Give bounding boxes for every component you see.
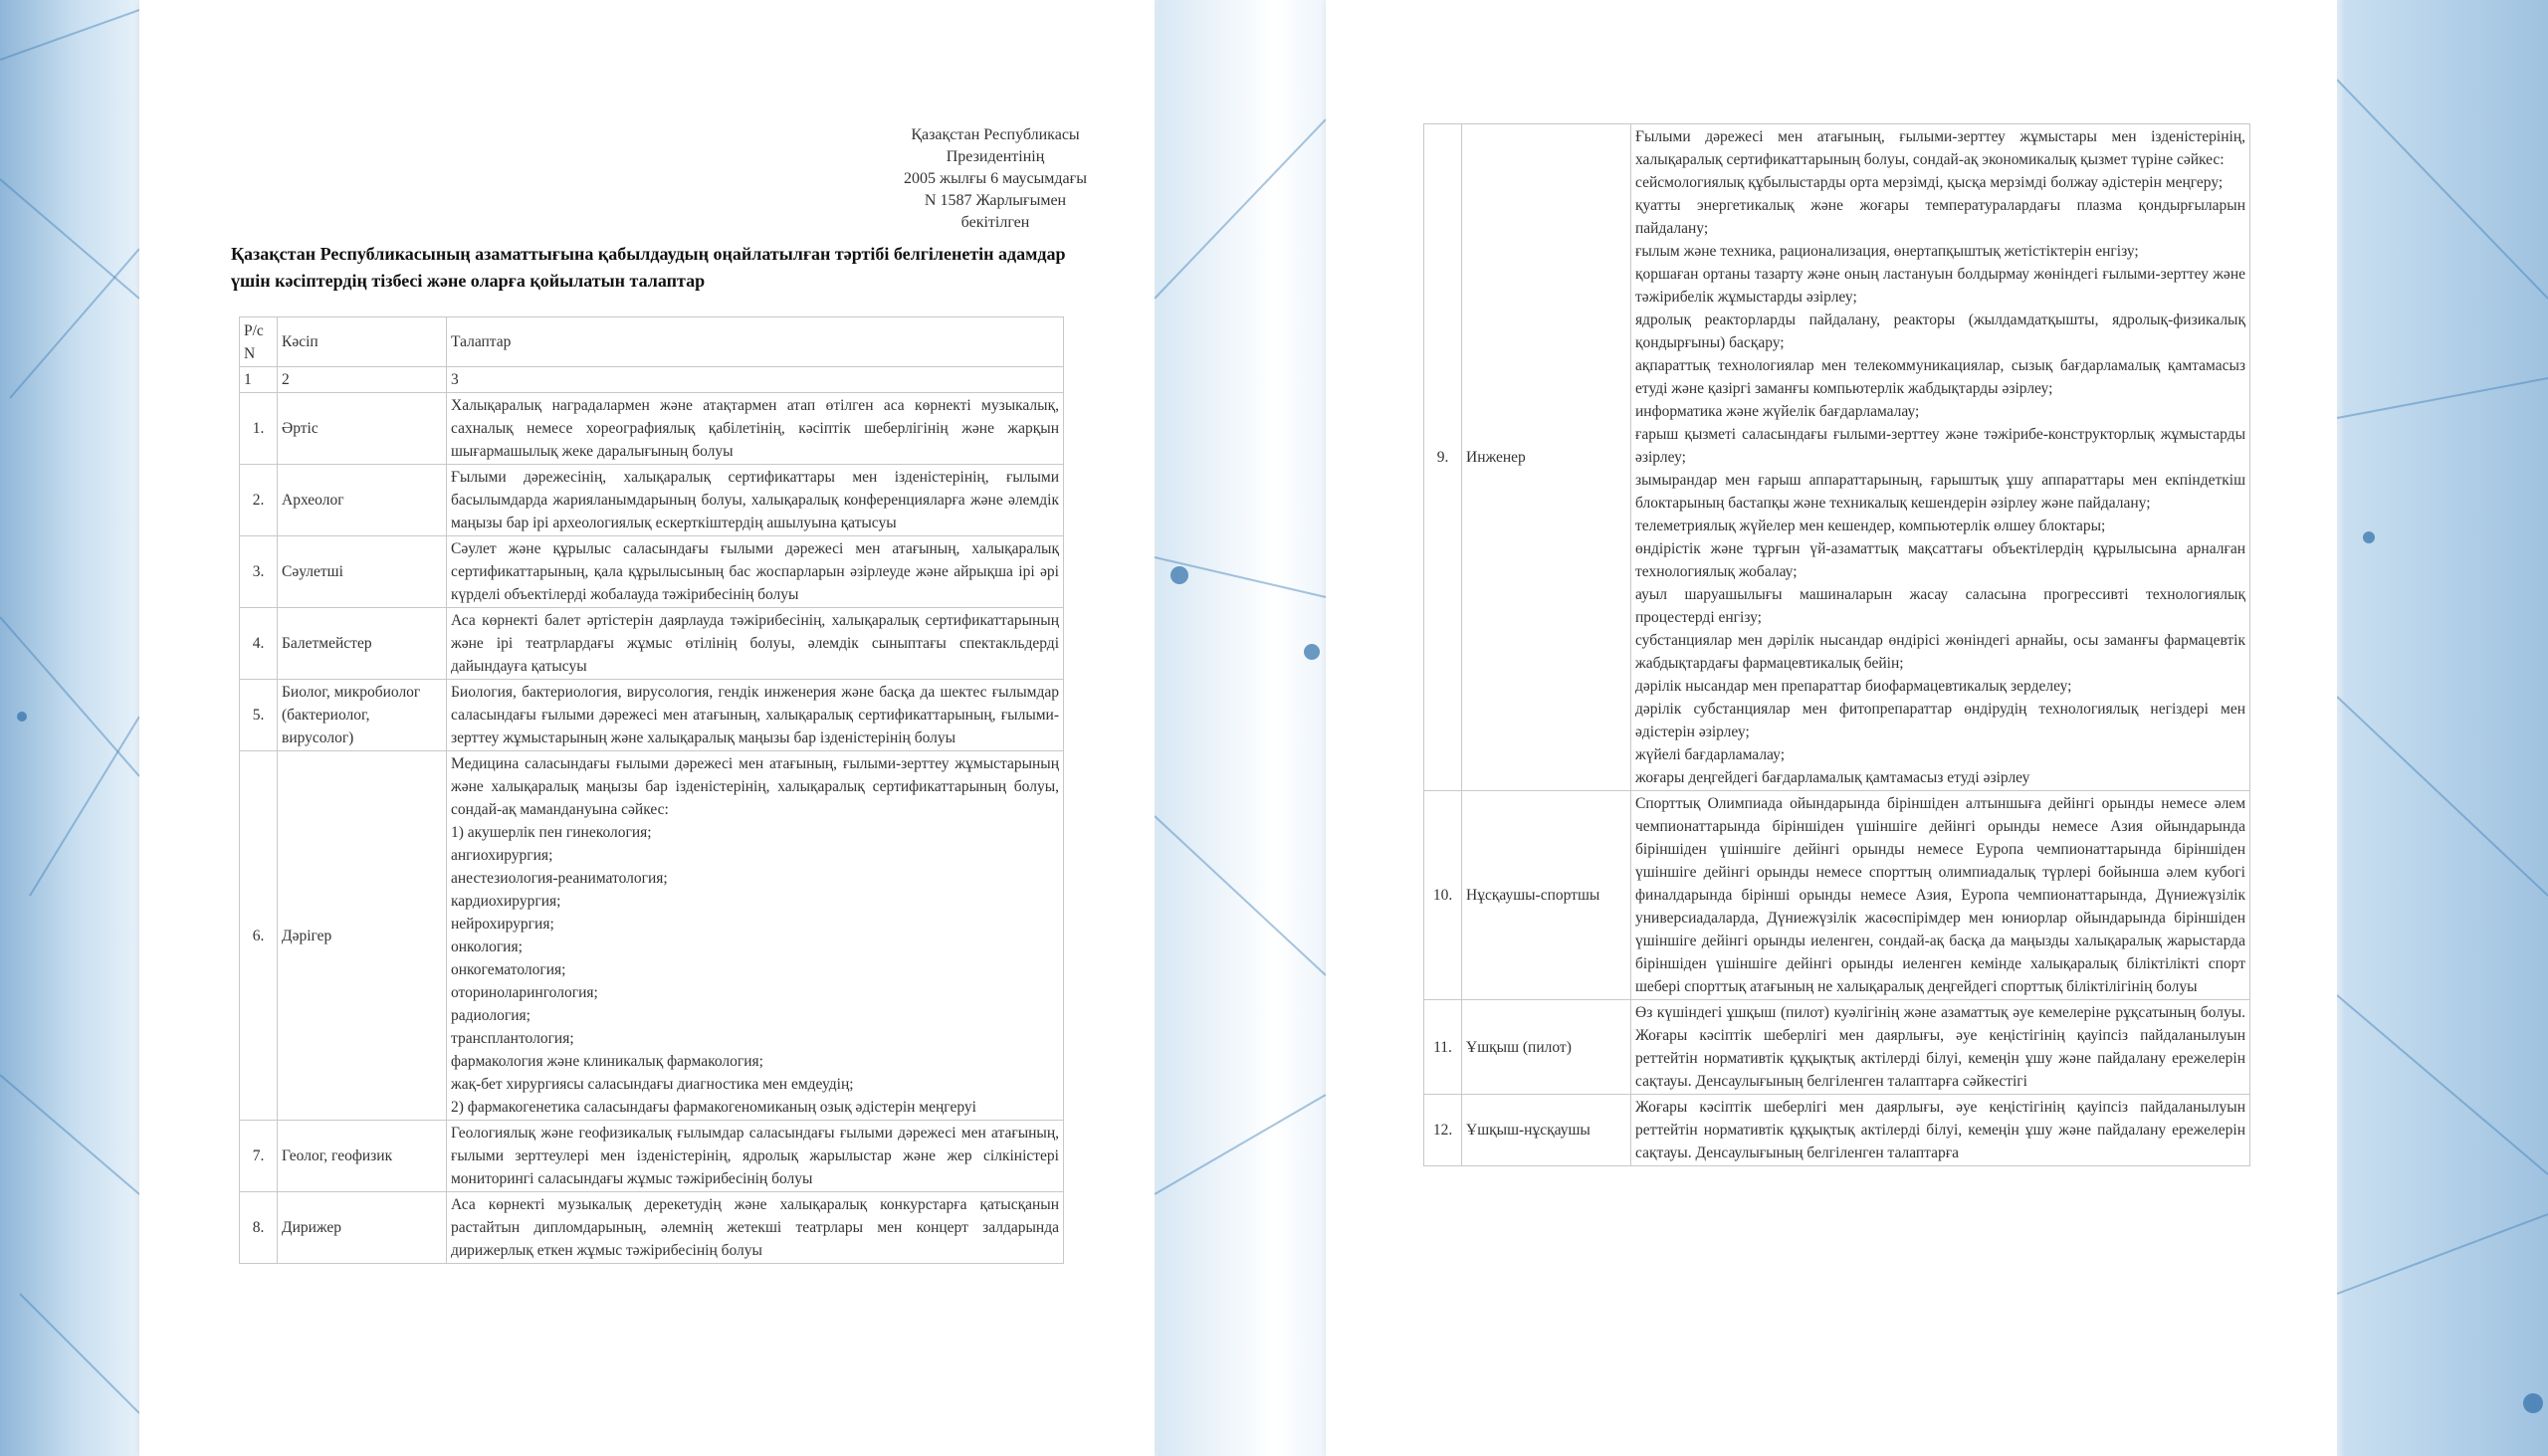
column-number-row <box>240 367 1064 393</box>
requirement-line: нейрохирургия; <box>451 916 554 933</box>
table-row <box>240 393 1064 465</box>
document-title: Қазақстан Республикасының азаматтығына қабылдаудың оңайлатылған тәртібі белгіленетін адамдар үшін кәсіптердің тізбесі және оларға қойылатын талаптар <box>231 244 1066 291</box>
column-header-number: Р/с N <box>240 317 278 367</box>
requirement-line: зымырандар мен ғарыш аппараттарының, ғарыштық ұшу аппараттары мен екпіндеткіш блоктарының бастапқы және техникалық кешендерін әзірлеу және пайдалану; <box>1635 472 2245 512</box>
requirements-cell <box>1631 1000 2250 1095</box>
requirement-line: Жоғары кәсіптік шеберлігі мен даярлығы, әуе кеңістігінің қауіпсіз пайдаланылуын реттейтін нормативтік құқықтық актілерді білуі, кемеңін ұшу және пайдалану ережелерін сақтауы. Денсаулығының белгіленген талаптарға <box>1635 1099 2245 1161</box>
profession-name: Биолог, микробиолог (бактериолог, вирусолог) <box>278 680 447 751</box>
requirements-cell <box>447 680 1064 751</box>
requirement-line: сейсмологиялық құбылыстарды орта мерзімді, қысқа мерзімді болжау әдістерін меңгеру; <box>1635 174 2224 191</box>
profession-name: Нұсқаушы-спортшы <box>1462 791 1631 1000</box>
requirement-line: дәрілік субстанциялар мен фитопрепараттар өндірудің технологиялық негіздері мен әдістерін әзірлеу; <box>1635 701 2245 740</box>
requirement-line: ауыл шаруашылығы машиналарын жасау саласына прогрессивті технологиялық процестерді енгізу; <box>1635 586 2245 626</box>
requirement-line: субстанциялар мен дәрілік нысандар өндірісі жөніндегі арнайы, осы заманғы фармацевтік жабдықтардағы фармацевтикалық бейін; <box>1635 632 2245 672</box>
requirement-line: кардиохирургия; <box>451 893 561 910</box>
row-number: 10. <box>1424 791 1462 1000</box>
requirements-cell <box>447 393 1064 465</box>
requirements-cell <box>1631 791 2250 1000</box>
table-header-row <box>240 317 1064 367</box>
requirement-line: Геологиялық және геофизикалық ғылымдар саласындағы ғылыми дәрежесі мен атағының, ғылыми зерттеулері мен ізденістерінің, ядролық жарылыстар және жер сілкіністері мониторингі саласындағы жұмыс тәжірибесінің болуы <box>451 1125 1059 1187</box>
requirement-line: 1) акушерлік пен гинекология; <box>451 824 652 841</box>
table-row <box>240 608 1064 680</box>
column-number: 2 <box>278 367 447 393</box>
requirement-line: ангиохирургия; <box>451 847 553 864</box>
requirement-line: ғылым және техника, рационализация, өнертапқыштық жетістіктерін енгізу; <box>1635 243 2139 260</box>
row-number: 1. <box>240 393 278 465</box>
column-number: 1 <box>240 367 278 393</box>
requirement-line: онкология; <box>451 938 523 955</box>
approval-header <box>836 124 1155 234</box>
requirement-line: трансплантология; <box>451 1030 574 1047</box>
requirement-line: оториноларингология; <box>451 984 598 1001</box>
requirement-line: Ғылыми дәрежесі мен атағының, ғылыми-зерттеу жұмыстары мен ізденістерінің, халықаралық сертификаттарының болуы, сондай-ақ экономикалық қызмет түріне сәйкес: <box>1635 128 2245 168</box>
requirement-line: жоғары деңгейдегі бағдарламалық қамтамасыз етуді әзірлеу <box>1635 769 2030 786</box>
row-number: 5. <box>240 680 278 751</box>
table-row <box>240 536 1064 608</box>
table-row <box>240 1121 1064 1192</box>
profession-name: Дирижер <box>278 1192 447 1264</box>
header-line: Президентінің <box>946 148 1045 165</box>
requirement-line: фармакология және клиникалық фармакология; <box>451 1053 763 1070</box>
profession-name: Геолог, геофизик <box>278 1121 447 1192</box>
requirement-line: Аса көрнекті музыкалық дерекетудің және халықаралық конкурстарға қатысқанын растайтын дипломдарының, әлемнің жетекші театрлары мен концерт залдарында дирижерлық еткен жұмыс тәжірибесінің болуы <box>451 1196 1059 1259</box>
requirement-line: Сәулет және құрылыс саласындағы ғылыми дәрежесі мен атағының, халықаралық сертификаттарының, қала құрылысының бас жоспарларын әзірлеуде және айрықша ірі әрі күрделі объектілерді жобалауда тәжірибесінің болуы <box>451 540 1059 603</box>
requirement-line: қуатты энергетикалық және жоғары температуралардағы плазма қондырғыларын пайдалану; <box>1635 197 2245 237</box>
header-line: Қазақстан Республикасы <box>911 126 1080 143</box>
document-page-left <box>139 0 1155 1456</box>
row-number: 7. <box>240 1121 278 1192</box>
column-number: 3 <box>447 367 1064 393</box>
requirement-line: жүйелі бағдарламалау; <box>1635 746 1785 763</box>
professions-table-right <box>1423 123 2250 1166</box>
professions-table-left <box>239 316 1064 1264</box>
requirement-line: өндірістік және тұрғын үй-азаматтық мақсаттағы объектілердің құрылысына арналған технологиялық жобалау; <box>1635 540 2245 580</box>
row-number: 4. <box>240 608 278 680</box>
profession-name: Балетмейстер <box>278 608 447 680</box>
profession-name: Ұшқыш-нұсқаушы <box>1462 1095 1631 1166</box>
requirement-line: телеметриялық жүйелер мен кешендер, компьютерлік өлшеу блоктары; <box>1635 518 2106 534</box>
requirements-cell <box>447 1192 1064 1264</box>
row-number: 8. <box>240 1192 278 1264</box>
profession-name: Сәулетші <box>278 536 447 608</box>
row-number: 12. <box>1424 1095 1462 1166</box>
header-line: 2005 жылғы 6 маусымдағы <box>904 170 1087 187</box>
column-header-requirements: Талаптар <box>447 317 1064 367</box>
profession-name: Археолог <box>278 465 447 536</box>
row-number: 11. <box>1424 1000 1462 1095</box>
requirement-line: ядролық реакторларды пайдалану, реакторы (жылдамдатқышты, ядролық-физикалық қондырғыны) басқару; <box>1635 312 2245 351</box>
requirement-line: дәрілік нысандар мен препараттар биофармацевтикалық зерделеу; <box>1635 678 2072 695</box>
requirements-cell <box>447 608 1064 680</box>
requirement-line: радиология; <box>451 1007 531 1024</box>
requirements-cell <box>447 751 1064 1121</box>
profession-name: Әртіс <box>278 393 447 465</box>
profession-name: Дәрігер <box>278 751 447 1121</box>
profession-name: Инженер <box>1462 124 1631 791</box>
document-page-right <box>1326 0 2337 1456</box>
table-row <box>240 1192 1064 1264</box>
requirement-line: жақ-бет хирургиясы саласындағы диагностика мен емдеудің; <box>451 1076 854 1093</box>
table-row <box>1424 1095 2250 1166</box>
requirement-line: Аса көрнекті балет әртістерін даярлауда тәжірибесінің, халықаралық сертификаттарының және ірі театрлардағы жұмыс өтілінің болуы, әлемдік сыныптағы спектакльдерді дайындауға қатысуы <box>451 612 1059 675</box>
table-row <box>240 680 1064 751</box>
requirement-line: ақпараттық технологиялар мен телекоммуникациялар, сызық бағдарламалық қамтамасыз етуді және қазіргі заманғы компьютерлік жабдықтарды әзірлеу; <box>1635 357 2245 397</box>
requirement-line: Ғылыми дәрежесінің, халықаралық сертификаттары мен ізденістерінің, ғылыми басылымдарда жарияланымдарының болуы, халықаралық конференцияларға және әлемдік маңызы бар ірі археологиялық ескерткіштердің ашылуына қатысуы <box>451 469 1059 531</box>
table-row <box>240 751 1064 1121</box>
requirements-cell <box>447 465 1064 536</box>
requirement-line: ғарыш қызметі саласындағы ғылыми-зерттеу және тәжірибе-конструкторлық жұмыстарды әзірлеу; <box>1635 426 2245 466</box>
requirements-cell <box>447 1121 1064 1192</box>
requirement-line: анестезиология-реаниматология; <box>451 870 668 887</box>
header-line: бекітілген <box>960 214 1030 231</box>
requirement-line: онкогематология; <box>451 961 566 978</box>
header-line: N 1587 Жарлығымен <box>924 192 1067 209</box>
table-row <box>1424 1000 2250 1095</box>
requirement-line: Биология, бактериология, вирусология, гендік инженерия және басқа да шектес ғылымдар саласындағы ғылыми дәрежесі мен атағының, халықаралық сертификаттарының, ғылыми-зерттеу жұмыстарының және халықаралық маңызы бар ізденістерінің болуы <box>451 684 1059 746</box>
table-row <box>240 465 1064 536</box>
requirement-line: 2) фармакогенетика саласындағы фармакогеномиканың озық әдістерін меңгеруі <box>451 1099 976 1116</box>
requirement-line: Өз күшіндегі ұшқыш (пилот) куәлігінің және азаматтық әуе кемелеріне рұқсатының болуы. Жоғары кәсіптік шеберлігі мен даярлығы, әуе кеңістігінің қауіпсіз пайдаланылуын реттейтін нормативтік құқықтық актілерді білуі, кемеңін ұшу және пайдалану ережелерін сақтауы. Денсаулығының белгіленген талаптарға сәйкестігі <box>1635 1004 2245 1090</box>
requirement-line: Спорттық Олимпиада ойындарында біріншіден алтыншыға дейінгі орынды немесе әлем чемпионаттарында біріншіден үшіншіге дейінгі орынды немесе Азия ойындарында біріншіден үшіншіге дейінгі орынды немесе Еуропа чемпионаттарында біріншіден үшіншіге дейінгі орынды немесе спорттың олимпиадалық түрлері бойынша әлем кубогі финалдарында бірінші орынды немесе Азия, Еуропа чемпионаттарында, Дүниежүзілік универсиадаларда, Дүниежүзілік жасөспірімдер мен юниорлар ойындарында біріншіден үшіншіге дейінгі орынды иеленген, сондай-ақ басқа да маңызды халықаралық жарыстарда біріншіден үшіншіге дейінгі орынды иеленген кемінде халықаралық біліктілікті спорт шебері спорттық атағының не халықаралық деңгейдегі спорттық біліктілігінің болуы <box>1635 795 2245 995</box>
requirements-cell <box>1631 124 2250 791</box>
requirement-line: Халықаралық наградалармен және атақтармен атап өтілген аса көрнекті музыкалық, сахналық немесе хореографиялық қабілетінің, кәсіптік шеберлігінің және жарқын шығармашылық жеке даралығының болуы <box>451 397 1059 460</box>
profession-name: Ұшқыш (пилот) <box>1462 1000 1631 1095</box>
requirement-line: информатика және жүйелік бағдарламалау; <box>1635 403 1920 420</box>
table-row <box>1424 791 2250 1000</box>
requirement-line: Медицина саласындағы ғылыми дәрежесі мен атағының, ғылыми-зерттеу жұмыстарының және халықаралық маңызы бар ізденістерінің, халықаралық сертификаттарының болуы, сондай-ақ мамандануына сәйкес: <box>451 755 1059 818</box>
requirement-line: қоршаған ортаны тазарту және оның ластануын болдырмау жөніндегі ғылыми-зерттеу және тәжірибелік жұмыстарды әзірлеу; <box>1635 266 2245 306</box>
row-number: 9. <box>1424 124 1462 791</box>
requirements-cell <box>1631 1095 2250 1166</box>
row-number: 3. <box>240 536 278 608</box>
requirements-cell <box>447 536 1064 608</box>
column-header-profession: Кәсіп <box>278 317 447 367</box>
table-row <box>1424 124 2250 791</box>
row-number: 2. <box>240 465 278 536</box>
row-number: 6. <box>240 751 278 1121</box>
